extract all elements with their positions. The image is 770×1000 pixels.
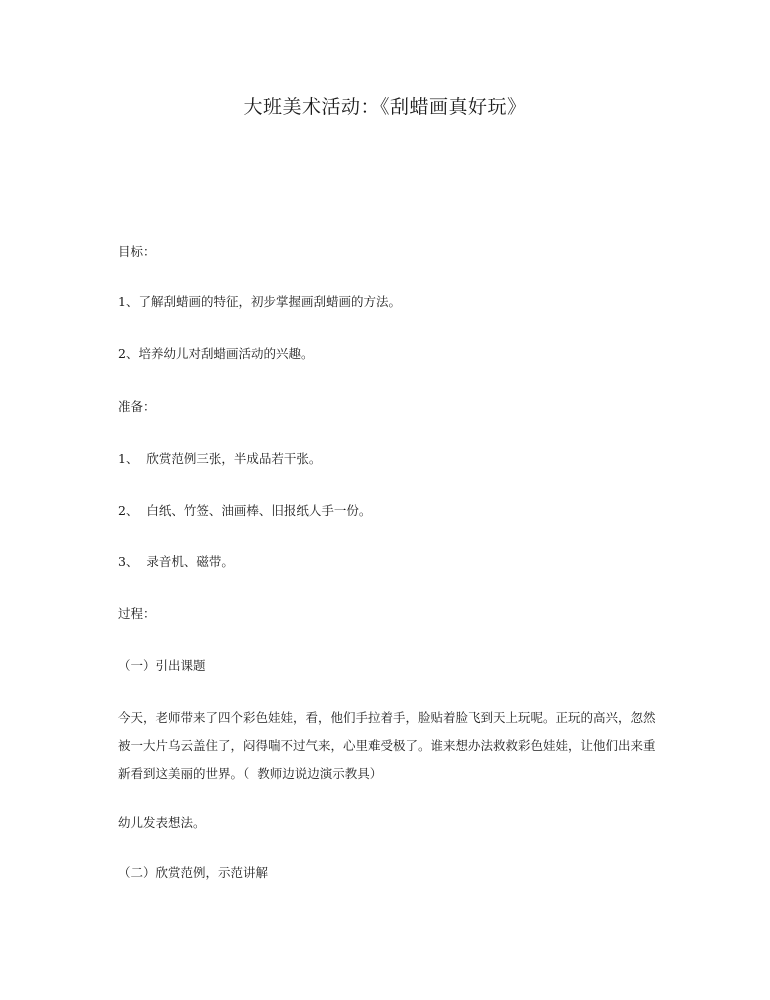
response-paragraph: 幼儿发表想法。 (118, 815, 206, 830)
section-heading-1: （一）引出课题 (118, 658, 206, 673)
prep-item-3: 3、 录音机、磁带。 (118, 554, 234, 569)
document-title: 大班美术活动：《刮蜡画真好玩》 (243, 96, 527, 118)
prep-heading: 准备： (118, 399, 156, 414)
goal-heading: 目标： (118, 244, 156, 259)
prep-item-2: 2、 白纸、竹签、油画棒、旧报纸人手一份。 (118, 503, 372, 518)
process-heading: 过程： (118, 606, 156, 621)
goal-item-1: 1、了解刮蜡画的特征，初步掌握画刮蜡画的方法。 (118, 294, 401, 309)
story-paragraph: 今天，老师带来了四个彩色娃娃，看，他们手拉着手，脸贴着脸飞到天上玩呢。正玩的高兴，忽然被一大片乌云盖住了，闷得喘不过气来，心里难受极了。谁来想办法救救彩色娃娃，让他们出来重新看到这美丽的世界。（ 教师边说边演示教具） (118, 710, 656, 781)
prep-item-1: 1、 欣赏范例三张，半成品若干张。 (118, 451, 322, 466)
goal-item-2: 2、培养幼儿对刮蜡画活动的兴趣。 (118, 346, 314, 361)
section-heading-2: （二）欣赏范例，示范讲解 (118, 865, 269, 880)
